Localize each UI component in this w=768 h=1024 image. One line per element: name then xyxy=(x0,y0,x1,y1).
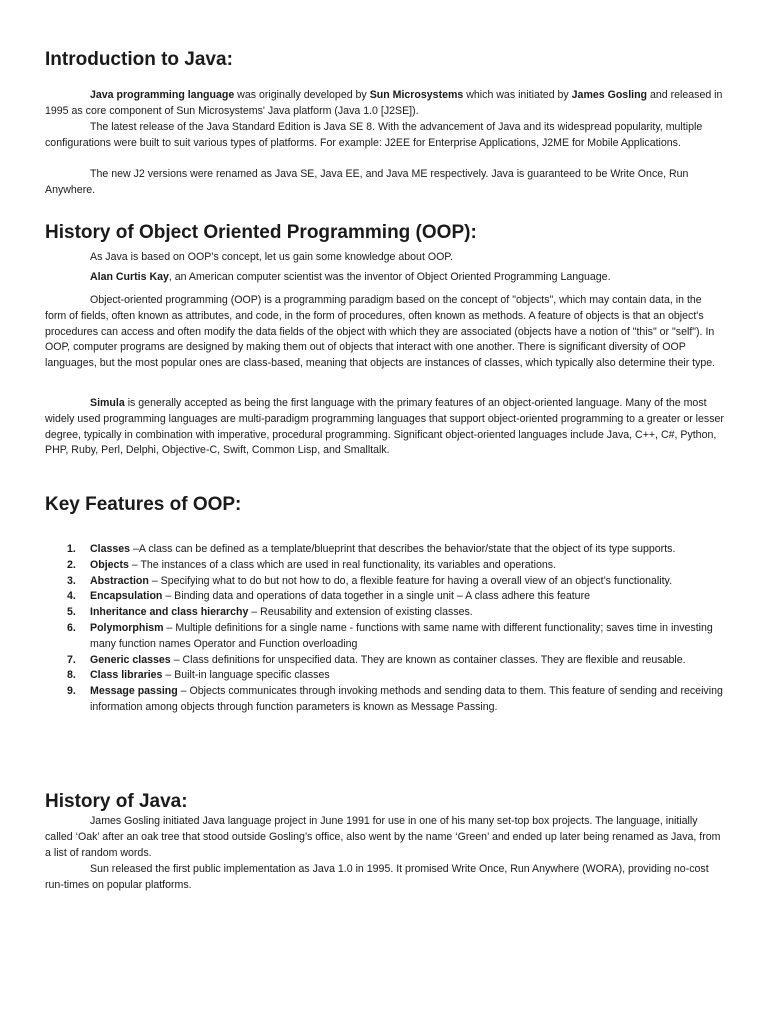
feature-item xyxy=(45,668,725,684)
feature-description: – The instances of a class which are used in real functionality, its variables and operations. xyxy=(128,558,556,571)
feature-description: – Class definitions for unspecified data. They are known as container classes. They are flexible and reusable. xyxy=(170,653,686,666)
heading-history-of-java: History of Java: xyxy=(45,791,188,812)
intro-p1-text-1: was originally developed by xyxy=(234,89,370,101)
feature-description: – Objects communicates through invoking methods and sending data to them. This feature of sending and receiving information among objects through function parameters is known as Message Passing. xyxy=(90,685,723,713)
feature-number: 8. xyxy=(67,669,76,682)
oop-paragraph-2 xyxy=(45,270,725,286)
oop-paragraph-1: As Java is based on OOP’s concept, let us gain some knowledge about OOP. xyxy=(90,251,453,263)
bold-alan-curtis-kay: Alan Curtis Kay xyxy=(90,271,169,283)
feature-number: 7. xyxy=(67,653,76,666)
feature-term: Polymorphism xyxy=(90,621,164,634)
feature-number: 2. xyxy=(67,558,76,571)
feature-number: 1. xyxy=(67,543,76,555)
feature-description: – Reusability and extension of existing classes. xyxy=(248,606,473,619)
oop-paragraph-3: Object-oriented programming (OOP) is a programming paradigm based on the concept of "objects", which may contain data, in the form of fields, often known as attributes, and code, in the form of procedures, often known as methods. A feature of objects is that an object's procedures can access and often modify the data fields of the object with which they are associated (objects have a notion of "this" or "self"). In OOP, computer programs are designed by making them out of objects that interact with one another. There is significant diversity of OOP languages, but the most popular ones are class-based, meaning that objects are instances of classes, which typically also determine their type. xyxy=(45,294,716,370)
feature-number: 6. xyxy=(67,621,76,634)
feature-number: 5. xyxy=(67,606,76,619)
feature-item xyxy=(45,605,725,621)
feature-number: 3. xyxy=(67,574,76,587)
bold-james-gosling: James Gosling xyxy=(571,89,648,101)
feature-item xyxy=(45,684,725,716)
feature-item xyxy=(45,653,725,669)
oop-p2-text: , an American computer scientist was the inventor of Object Oriented Programming Language. xyxy=(168,271,611,283)
intro-paragraph-1 xyxy=(45,88,725,120)
feature-number: 9. xyxy=(67,685,76,698)
feature-description: –A class can be defined as a template/blueprint that describes the behavior/state that the object of its type supports. xyxy=(130,543,676,555)
feature-item xyxy=(45,589,725,605)
bold-simula: Simula xyxy=(90,397,125,409)
bold-java-programming-language: Java programming language xyxy=(90,89,235,101)
feature-term: Generic classes xyxy=(90,653,171,666)
feature-description: – Binding data and operations of data together in a single unit – A class adhere this feature xyxy=(162,590,590,603)
feature-item xyxy=(45,542,725,558)
oop-paragraph-4 xyxy=(45,396,725,459)
oop-p4-text: is generally accepted as being the first language with the primary features of an object-oriented language. Many of the most widely used programming languages are multi-paradigm programming languages that support object-oriented programming to a greater or lesser degree, typically in combination with imperative, procedural programming. Significant object-oriented languages include Java, C++, C#, Python, PHP, Ruby, Perl, Delphi, Objective-C, Swift, Common Lisp, and Smalltalk. xyxy=(45,397,724,457)
bold-sun-microsystems: Sun Microsystems xyxy=(369,89,464,101)
feature-description: – Specifying what to do but not how to do, a flexible feature for having a overall view of an object’s functionality. xyxy=(148,574,673,587)
feature-term: Message passing xyxy=(90,685,178,698)
feature-term: Inheritance and class hierarchy xyxy=(90,606,249,619)
feature-number: 4. xyxy=(67,590,76,603)
heading-key-features-of-oop: Key Features of OOP: xyxy=(45,494,242,515)
feature-item xyxy=(45,621,725,653)
feature-item xyxy=(45,574,725,590)
java-history-paragraph-2: Sun released the first public implementation as Java 1.0 in 1995. It promised Write Once, Run Anywhere (WORA), providing no-cost run-times on popular platforms. xyxy=(45,863,709,891)
heading-history-of-oop: History of Object Oriented Programming (OOP): xyxy=(45,222,477,243)
feature-term: Abstraction xyxy=(90,574,149,587)
feature-term: Class libraries xyxy=(90,669,163,682)
feature-term: Objects xyxy=(90,558,129,571)
intro-paragraph-2: The latest release of the Java Standard Edition is Java SE 8. With the advancement of Java and its widespread popularity, multiple configurations were built to suit various types of platforms. For example: J2EE for Enterprise Applications, J2ME for Mobile Applications. xyxy=(45,121,703,149)
feature-description: – Built-in language specific classes xyxy=(162,669,330,682)
feature-term: Encapsulation xyxy=(90,590,163,603)
java-history-paragraph-1: James Gosling initiated Java language project in June 1991 for use in one of his many set-top box projects. The language, initially called ‘Oak’ after an oak tree that stood outside Gosling’s office, also went by the name ‘Green’ and ended up later being renamed as Java, from a list of random words. xyxy=(45,815,721,859)
feature-item xyxy=(45,558,725,574)
features-list xyxy=(45,542,725,716)
feature-term: Classes xyxy=(90,543,131,555)
intro-p1-text-2: which was initiated by xyxy=(463,89,572,101)
intro-p1-text-3: and released in 1995 as core component of Sun Microsystems' Java platform (Java 1.0 [J2SE]). xyxy=(45,89,723,117)
intro-paragraph-3: The new J2 versions were renamed as Java SE, Java EE, and Java ME respectively. Java is guaranteed to be Write Once, Run Anywhere. xyxy=(45,168,689,196)
feature-description: – Multiple definitions for a single name - functions with same name with different functionality; saves time in investing many function names Operator and Function overloading xyxy=(90,621,713,650)
heading-introduction-to-java: Introduction to Java: xyxy=(45,49,233,70)
